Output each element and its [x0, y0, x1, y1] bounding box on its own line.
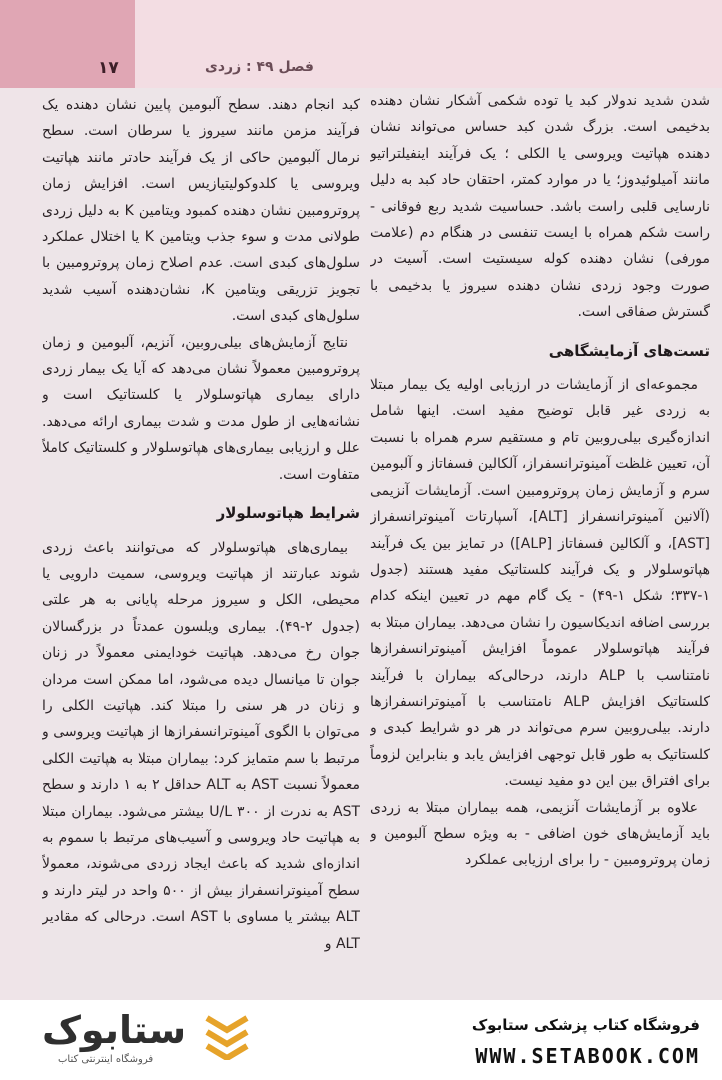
left-column	[42, 92, 360, 1000]
paragraph: مجموعه‌ای از آزمایشات در ارزیابی اولیه یک بیمار مبتلا به زردی غیر قابل توضیح مفید است. اینها شامل اندازه‌گیری بیلی‌روبین تام و مستقیم سرم همراه با نسبت آن، تعیین غلظت آمینوترانسفراز، آلکالین فسفاتاز و آلبومین سرم و آزمایش زمان پروترومبین است. آزمایشات آنزیمی (آلانین آمینوترانسفراز [ALT]، آسپارتات آمینوترانسفراز [AST]، و آلکالین فسفاتاز [ALP]) در تمایز بین یک فرآیند هپاتوسلولار و یک فرآیند کلستاتیک مفید هستند (جدول ۱-۳۳۷؛ شکل ۱-۴۹) - یک گام مهم در تعیین اینکه کدام بررسی اضافه اندیکاسیون را نشان می‌دهد. بیماران مبتلا به فرآیند هپاتوسلولار عموماً افزایش آمینوترانسفرازها نامتناسب با ALP دارند، درحالی‌که بیماران با فرآیند کلستاتیک افزایش ALP نامتناسب با آمینوترانسفرازها دارند. بیلی‌روبین سرم می‌تواند در هر دو شرایط کبدی و کلستاتیک به طور قابل توجهی افزایش یابد و بنابراین لزوماً برای افتراق بین این دو مفید نیست.	[370, 377, 710, 790]
section-heading-lab-tests: تست‌های آزمایشگاهی	[548, 341, 710, 360]
paragraph: کبد انجام دهند. سطح آلبومین پایین نشان دهنده یک فرآیند مزمن مانند سیروز یا سرطان است. سطح نرمال آلبومین حاکی از یک فرآیند حادتر مانند هپاتیت ویروسی یا کلدوکولیتیازیس است. افزایش زمان پروترومبین نشان دهنده کمبود ویتامین K به دلیل زردی طولانی مدت و سوء جذب ویتامین K یا اختلال عملکرد سلول‌های کبدی است. عدم اصلاح زمان پروترومبین با تجویز تزریقی ویتامین K، نشان‌دهنده آسیب شدید سلول‌های کبدی است.	[42, 97, 360, 325]
chevron-logo-icon	[205, 1012, 249, 1060]
right-column	[370, 88, 710, 1000]
paragraph: علاوه بر آزمایشات آنزیمی، همه بیماران مبتلا به زردی باید آزمایش‌های خون اضافی - به ویژه سطح آلبومین و زمان پروترومبین - را برای ارزیابی عملکرد	[370, 799, 710, 869]
page-number: ۱۷	[98, 58, 119, 78]
logo-subtitle: فروشگاه اینترنتی کتاب	[58, 1054, 154, 1065]
paragraph: شدن شدید ندولار کبد یا توده شکمی آشکار نشان دهنده بدخیمی است. بزرگ شدن کبد حساس می‌تواند نشان دهنده هپاتیت ویروسی یا الکلی ؛ یک فرآیند اینفیلتراتیو مانند آمیلوئیدوز؛ یا در موارد کمتر، احتقان حاد کبد به دلیل نارسایی قلبی راست باشد. حساسیت شدید ربع فوقانی - راست شکم همراه با ایست تنفسی در هنگام دم (علامت مورفی) نشان دهنده کوله سیستیت است. آسیت در صورت وجود زردی نشان دهنده سیروز یا بدخیمی با گسترش صفاقی است.	[370, 93, 710, 321]
logo-wordmark: ستابوک	[42, 1008, 187, 1052]
footer-banner	[0, 1000, 722, 1080]
chapter-title: فصل ۴۹ : زردی	[205, 59, 314, 75]
shop-title: فروشگاه کتاب پزشکی ستابوک	[471, 1016, 700, 1034]
shop-url: WWW.SETABOOK.COM	[475, 1044, 700, 1068]
section-heading-hepatocellular: شرایط هپاتوسلولار	[216, 504, 360, 523]
paragraph: نتایج آزمایش‌های بیلی‌روبین، آنزیم، آلبومین و زمان پروترومبین معمولاً نشان می‌دهد که آیا یک بیمار زردی دارای بیماری هپاتوسلولار یا کلستاتیک است و نشانه‌هایی از طول مدت و شدت بیماری ارائه می‌دهد. علل و ارزیابی بیماری‌های هپاتوسلولار و کلستاتیک کاملاً متفاوت است.	[42, 334, 360, 483]
paragraph: بیماری‌های هپاتوسلولار که می‌توانند باعث زردی شوند عبارتند از هپاتیت ویروسی، سمیت دارویی یا محیطی، الکل و سیروز مرحله پایانی به هر علتی (جدول ۲-۴۹). بیماری ویلسون عمدتاً در بزرگسالان جوان رخ می‌دهد. هپاتیت خودایمنی معمولاً در زنان جوان تا میانسال دیده می‌شود، اما ممکن است مردان و زنان در هر سنی را مبتلا کند. هپاتیت الکلی را می‌توان با الگوی آمینوترانسفرازها از هپاتیت ویروسی و مرتبط با سم متمایز کرد: بیماران مبتلا به هپاتیت الکلی معمولاً نسبت AST به ALT حداقل ۲ به ۱ دارند و سطح AST به ندرت از ۳۰۰ U/L بیشتر می‌شود. بیماران مبتلا به هپاتیت حاد ویروسی و آسیب‌های مرتبط با سموم به اندازه‌ای شدید که باعث ایجاد زردی می‌شوند، معمولاً سطح آمینوترانسفراز بیش از ۵۰۰ واحد در لیتر دارند و ALT بیشتر یا مساوی با AST است. درحالی که مقادیر ALT و	[42, 539, 360, 952]
